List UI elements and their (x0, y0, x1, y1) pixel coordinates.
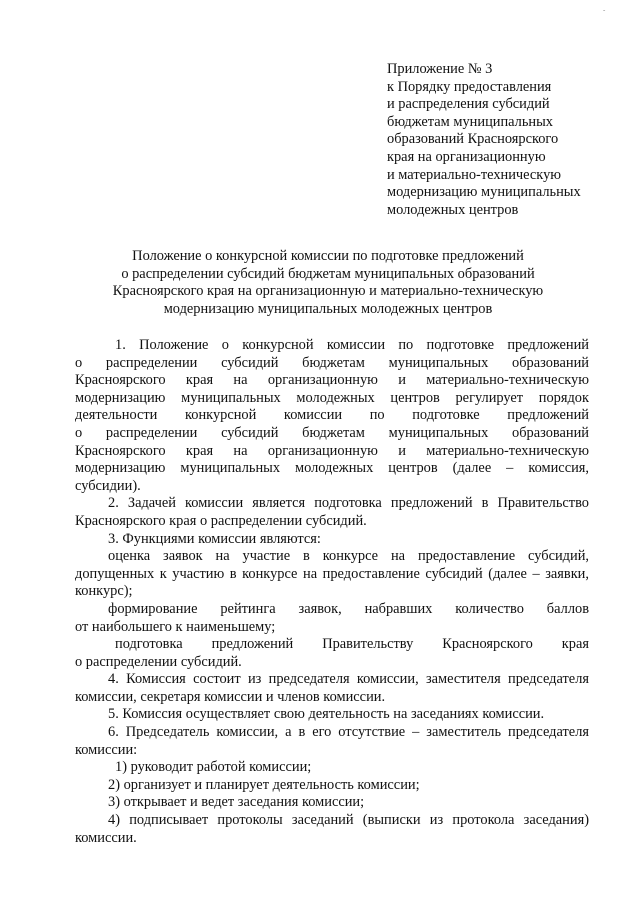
body-line: о распределении субсидий бюджетам муниципальных образований (75, 424, 589, 441)
body-line: Красноярского края на организационную и материально-техническую (75, 442, 589, 459)
body-line: модернизацию муниципальных молодежных центров регулирует порядок (75, 389, 589, 406)
appendix-line: модернизацию муниципальных (387, 184, 581, 201)
body-line: 4. Комиссия состоит из председателя комиссии, заместителя председателя (108, 671, 589, 688)
body-line: 4) подписывает протоколы заседаний (выписки из протокола заседания) (108, 812, 589, 829)
body-line: 3) открывает и ведет заседания комиссии; (108, 794, 365, 811)
appendix-line: и материально-техническую (387, 166, 562, 183)
document-body (75, 337, 589, 847)
body-line: о распределении субсидий бюджетам муниципальных образований (75, 354, 589, 371)
body-line: 3. Функциями комиссии являются: (108, 530, 321, 547)
body-line: Красноярского края о распределении субсидий. (75, 512, 367, 529)
body-line: оценка заявок на участие в конкурсе на предоставление субсидий, (108, 548, 589, 565)
document-title (60, 248, 596, 318)
appendix-line: молодежных центров (387, 201, 519, 218)
body-line: Красноярского края на организационную и материально-техническую (75, 372, 589, 389)
body-line: от наибольшего к наименьшему; (75, 618, 276, 635)
appendix-line: края на организационную (387, 148, 546, 165)
appendix-line: и распределения субсидий (387, 96, 550, 113)
body-line: конкурс); (75, 583, 133, 600)
body-line: комиссии: (75, 741, 138, 758)
body-line: 2. Задачей комиссии является подготовка предложений в Правительство (108, 495, 589, 512)
body-line: допущенных к участию в конкурсе на предоставление субсидий (далее – заявки, (75, 565, 589, 582)
corner-mark: - (603, 6, 606, 14)
body-line: 5. Комиссия осуществляет свою деятельность на заседаниях комиссии. (108, 706, 545, 723)
body-line: 2) организует и планирует деятельность комиссии; (108, 776, 420, 793)
body-line: формирование рейтинга заявок, набравших количество баллов (108, 600, 589, 617)
body-line: о распределении субсидий. (75, 653, 242, 670)
body-line: субсидии). (75, 477, 141, 494)
title-line: модернизацию муниципальных молодежных центров (163, 300, 493, 317)
body-line: комиссии. (75, 829, 137, 846)
body-line: подготовка предложений Правительству Красноярского края (115, 636, 589, 653)
title-line: Положение о конкурсной комиссии по подготовке предложений (132, 248, 524, 264)
title-line: о распределении субсидий бюджетам муниципальных образований (121, 265, 535, 282)
appendix-line: к Порядку предоставления (387, 78, 552, 95)
body-line: 1. Положение о конкурсной комиссии по подготовке предложений (115, 337, 589, 353)
body-line: комиссии, секретаря комиссии и членов комиссии. (75, 688, 386, 705)
appendix-line: бюджетам муниципальных (387, 113, 553, 130)
title-line: Красноярского края на организационную и материально-техническую (112, 283, 544, 300)
appendix-header (387, 61, 637, 219)
body-line: деятельности конкурсной комиссии по подготовке предложений (75, 407, 589, 424)
body-line: 1) руководит работой комиссии; (115, 759, 312, 776)
appendix-line: Приложение № 3 (387, 61, 493, 77)
body-line: модернизацию муниципальных молодежных центров (далее – комиссия, (75, 460, 589, 477)
appendix-line: образований Красноярского (387, 131, 559, 148)
body-line: 6. Председатель комиссии, а в его отсутствие – заместитель председателя (108, 724, 589, 741)
